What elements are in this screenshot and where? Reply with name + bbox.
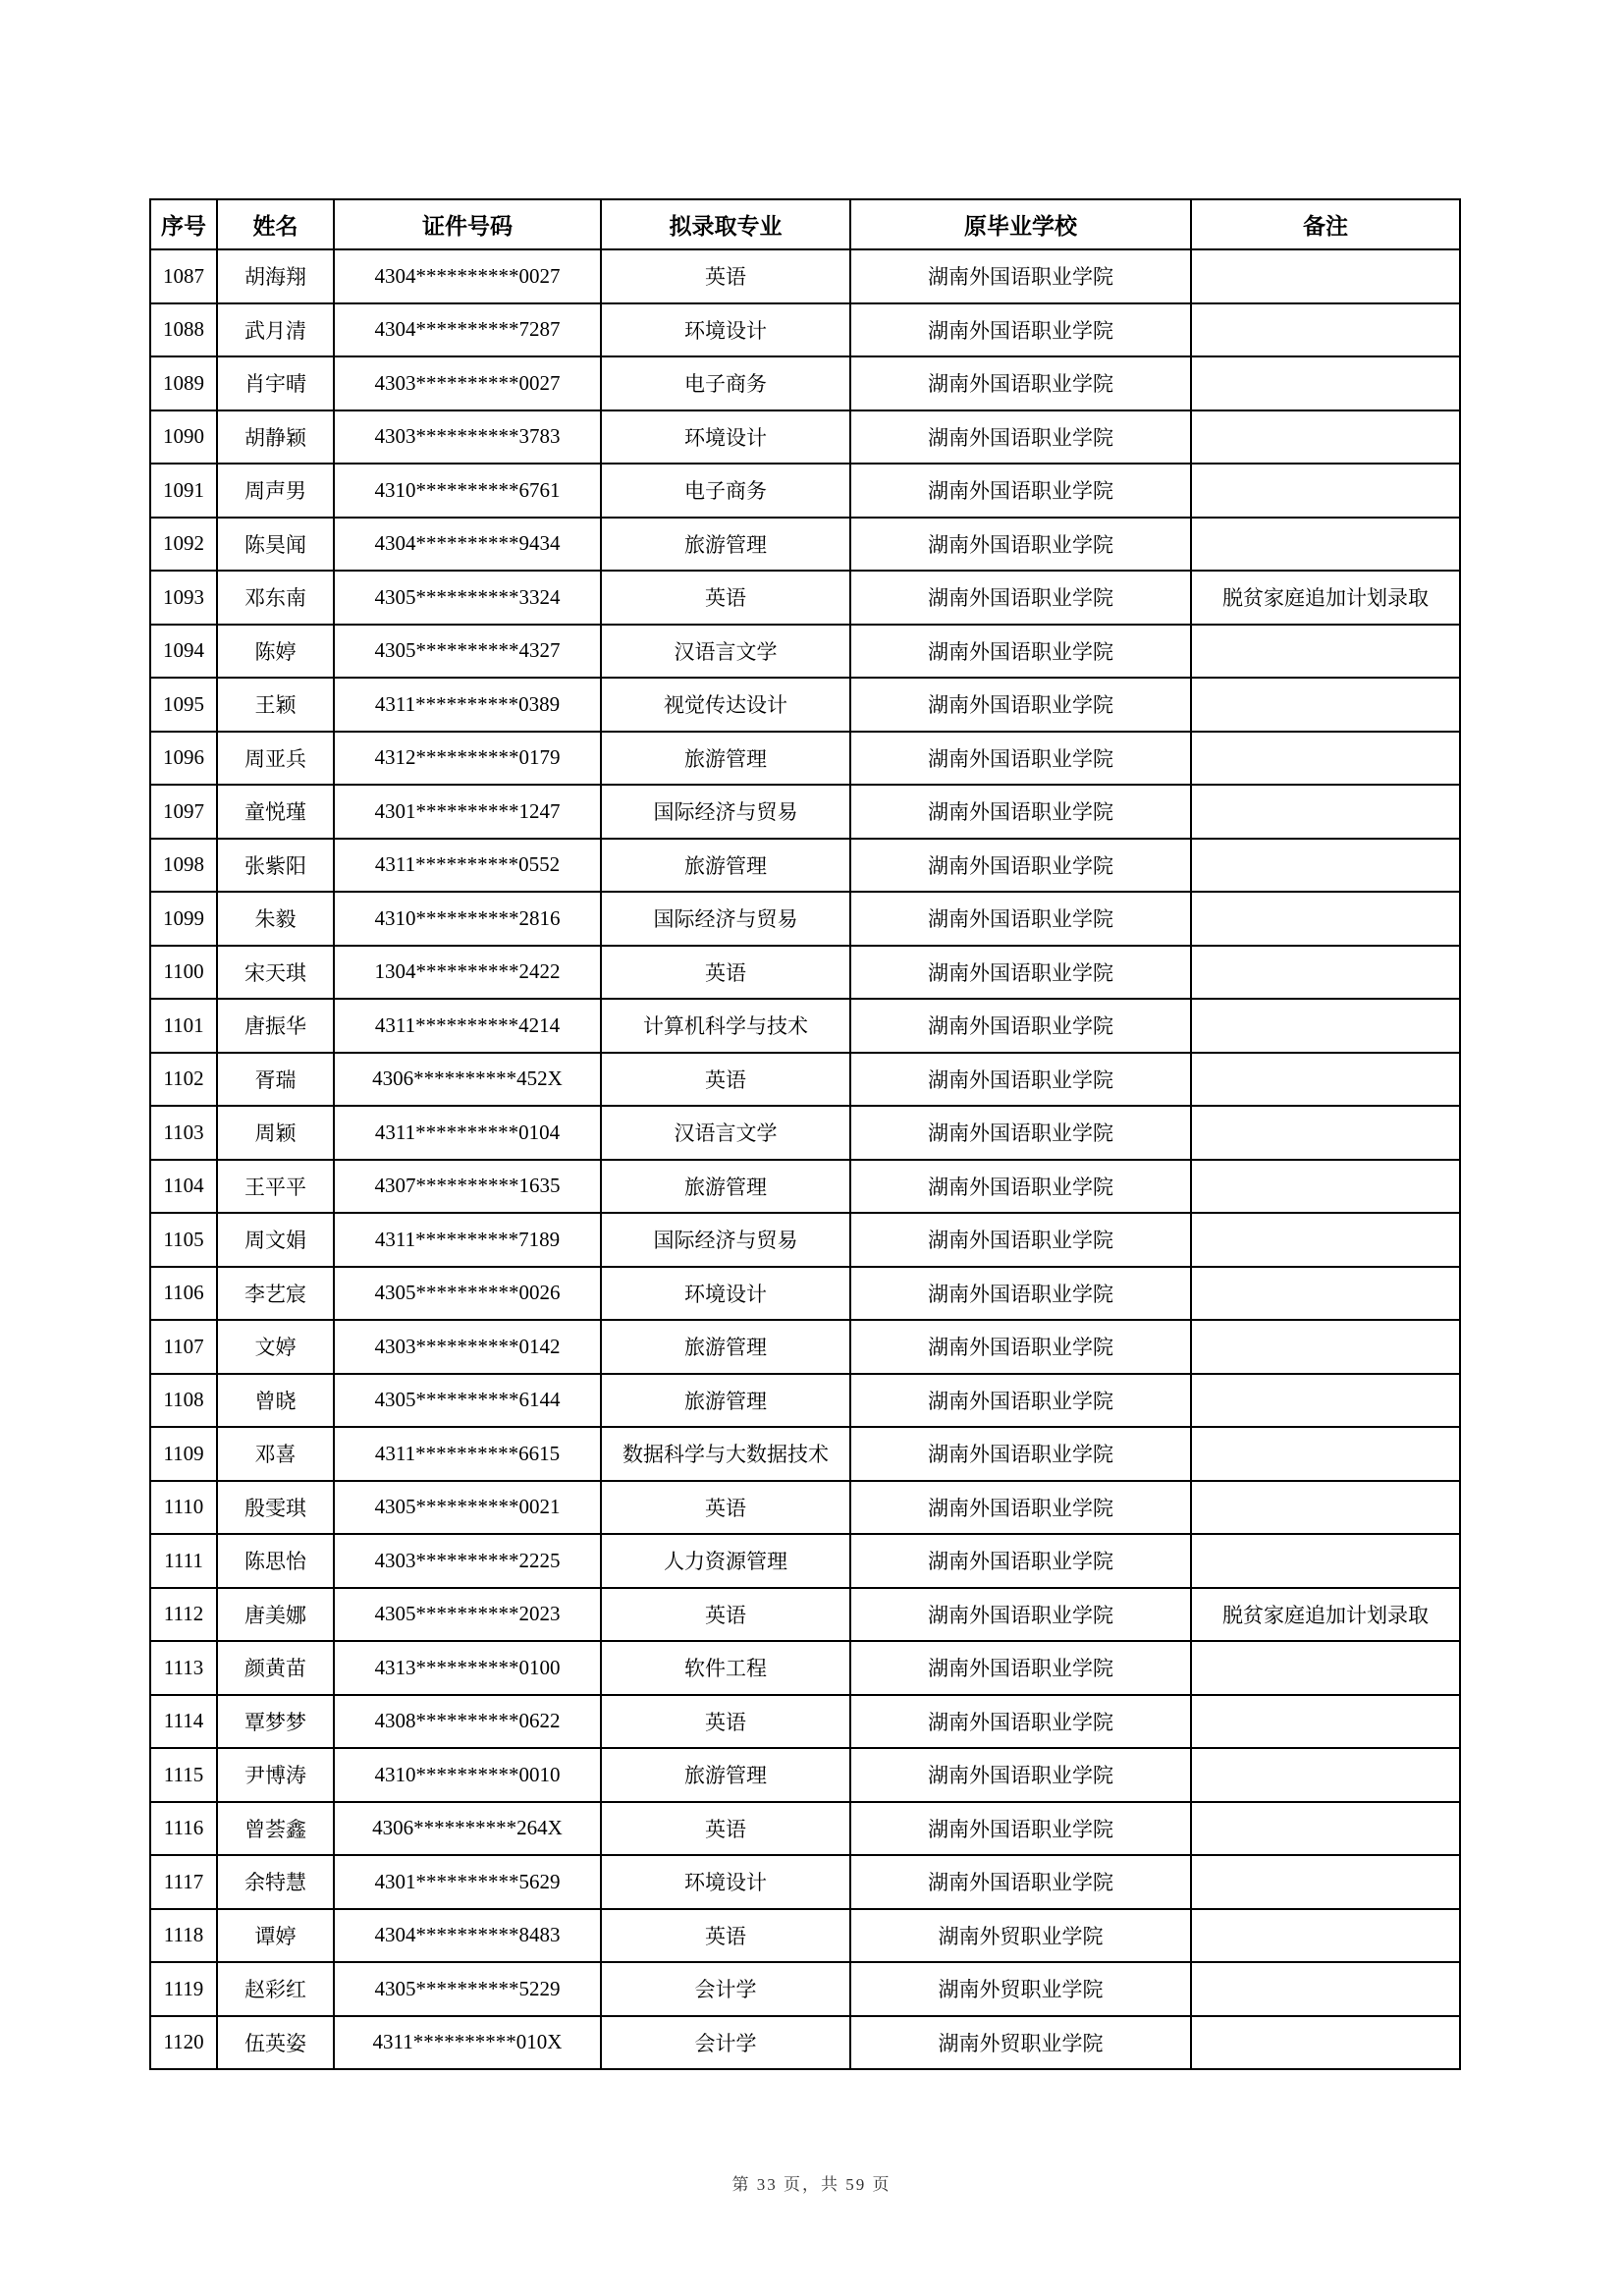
seq-cell: 1114 — [150, 1695, 217, 1749]
table-row — [150, 1320, 1460, 1374]
header-remark: 备注 — [1191, 199, 1460, 249]
seq-cell: 1100 — [150, 946, 217, 1000]
page-number-text: 第 33 页，共 59 页 — [731, 2175, 892, 2194]
seq-cell: 1117 — [150, 1855, 217, 1909]
school-cell: 湖南外国语职业学院 — [850, 1481, 1191, 1535]
school-cell: 湖南外国语职业学院 — [850, 732, 1191, 786]
school-cell: 湖南外国语职业学院 — [850, 518, 1191, 572]
header-school: 原毕业学校 — [850, 199, 1191, 249]
name-cell: 邓东南 — [217, 571, 334, 625]
major-cell: 会计学 — [601, 1962, 850, 2016]
table-row — [150, 999, 1460, 1053]
header-major: 拟录取专业 — [601, 199, 850, 249]
remark-cell — [1191, 1962, 1460, 2016]
remark-cell — [1191, 732, 1460, 786]
major-cell: 英语 — [601, 1588, 850, 1642]
major-cell: 会计学 — [601, 2016, 850, 2070]
table-row — [150, 1267, 1460, 1321]
id-number-cell: 4311**********4214 — [334, 999, 601, 1053]
id-number-cell: 1304**********2422 — [334, 946, 601, 1000]
seq-cell: 1101 — [150, 999, 217, 1053]
table-body — [150, 249, 1460, 2069]
name-cell: 周亚兵 — [217, 732, 334, 786]
name-cell: 曾晓 — [217, 1374, 334, 1428]
seq-cell: 1092 — [150, 518, 217, 572]
id-number-cell: 4305**********6144 — [334, 1374, 601, 1428]
name-cell: 胡海翔 — [217, 249, 334, 303]
major-cell: 环境设计 — [601, 410, 850, 465]
id-number-cell: 4311**********0389 — [334, 678, 601, 732]
name-cell: 余特慧 — [217, 1855, 334, 1909]
remark-cell — [1191, 1534, 1460, 1588]
seq-cell: 1093 — [150, 571, 217, 625]
school-cell: 湖南外国语职业学院 — [850, 785, 1191, 839]
seq-cell: 1118 — [150, 1909, 217, 1963]
major-cell: 英语 — [601, 1909, 850, 1963]
id-number-cell: 4303**********0027 — [334, 356, 601, 410]
name-cell: 胡静颖 — [217, 410, 334, 465]
school-cell: 湖南外贸职业学院 — [850, 1909, 1191, 1963]
major-cell: 旅游管理 — [601, 839, 850, 893]
name-cell: 周颖 — [217, 1106, 334, 1160]
school-cell: 湖南外国语职业学院 — [850, 1855, 1191, 1909]
remark-cell — [1191, 1802, 1460, 1856]
school-cell: 湖南外国语职业学院 — [850, 1160, 1191, 1214]
major-cell: 环境设计 — [601, 303, 850, 357]
remark-cell — [1191, 1909, 1460, 1963]
seq-cell: 1111 — [150, 1534, 217, 1588]
admission-table — [149, 198, 1461, 2070]
name-cell: 陈婷 — [217, 625, 334, 679]
remark-cell — [1191, 1320, 1460, 1374]
table-row — [150, 1106, 1460, 1160]
table-row — [150, 1855, 1460, 1909]
school-cell: 湖南外国语职业学院 — [850, 1588, 1191, 1642]
id-number-cell: 4304**********9434 — [334, 518, 601, 572]
table-row — [150, 249, 1460, 303]
header-id: 证件号码 — [334, 199, 601, 249]
id-number-cell: 4311**********7189 — [334, 1213, 601, 1267]
major-cell: 环境设计 — [601, 1267, 850, 1321]
table-row — [150, 1160, 1460, 1214]
name-cell: 周文娟 — [217, 1213, 334, 1267]
table-row — [150, 356, 1460, 410]
table-row — [150, 2016, 1460, 2070]
header-name: 姓名 — [217, 199, 334, 249]
seq-cell: 1095 — [150, 678, 217, 732]
seq-cell: 1091 — [150, 464, 217, 518]
school-cell: 湖南外国语职业学院 — [850, 1213, 1191, 1267]
major-cell: 英语 — [601, 1695, 850, 1749]
name-cell: 王平平 — [217, 1160, 334, 1214]
seq-cell: 1104 — [150, 1160, 217, 1214]
school-cell: 湖南外国语职业学院 — [850, 249, 1191, 303]
id-number-cell: 4306**********264X — [334, 1802, 601, 1856]
table-row — [150, 678, 1460, 732]
table-row — [150, 1588, 1460, 1642]
header-seq: 序号 — [150, 199, 217, 249]
major-cell: 旅游管理 — [601, 1320, 850, 1374]
major-cell: 英语 — [601, 1481, 850, 1535]
table-row — [150, 1427, 1460, 1481]
header-row — [150, 199, 1460, 249]
major-cell: 国际经济与贸易 — [601, 892, 850, 946]
table-row — [150, 732, 1460, 786]
id-number-cell: 4310**********2816 — [334, 892, 601, 946]
name-cell: 唐美娜 — [217, 1588, 334, 1642]
table-row — [150, 625, 1460, 679]
id-number-cell: 4312**********0179 — [334, 732, 601, 786]
major-cell: 英语 — [601, 571, 850, 625]
school-cell: 湖南外国语职业学院 — [850, 1641, 1191, 1695]
id-number-cell: 4304**********7287 — [334, 303, 601, 357]
remark-cell — [1191, 1213, 1460, 1267]
major-cell: 英语 — [601, 946, 850, 1000]
name-cell: 唐振华 — [217, 999, 334, 1053]
name-cell: 宋天琪 — [217, 946, 334, 1000]
school-cell: 湖南外国语职业学院 — [850, 464, 1191, 518]
name-cell: 伍英姿 — [217, 2016, 334, 2070]
remark-cell — [1191, 1427, 1460, 1481]
seq-cell: 1103 — [150, 1106, 217, 1160]
seq-cell: 1102 — [150, 1053, 217, 1107]
major-cell: 英语 — [601, 1053, 850, 1107]
major-cell: 旅游管理 — [601, 1748, 850, 1802]
name-cell: 谭婷 — [217, 1909, 334, 1963]
id-number-cell: 4311**********010X — [334, 2016, 601, 2070]
school-cell: 湖南外国语职业学院 — [850, 571, 1191, 625]
name-cell: 文婷 — [217, 1320, 334, 1374]
remark-cell: 脱贫家庭追加计划录取 — [1191, 571, 1460, 625]
remark-cell — [1191, 1053, 1460, 1107]
remark-cell — [1191, 518, 1460, 572]
table-row — [150, 892, 1460, 946]
major-cell: 英语 — [601, 249, 850, 303]
id-number-cell: 4303**********3783 — [334, 410, 601, 465]
remark-cell: 脱贫家庭追加计划录取 — [1191, 1588, 1460, 1642]
id-number-cell: 4311**********0104 — [334, 1106, 601, 1160]
table-row — [150, 303, 1460, 357]
remark-cell — [1191, 1106, 1460, 1160]
major-cell: 环境设计 — [601, 1855, 850, 1909]
name-cell: 尹博涛 — [217, 1748, 334, 1802]
table-row — [150, 1374, 1460, 1428]
table-row — [150, 839, 1460, 893]
name-cell: 陈昊闻 — [217, 518, 334, 572]
major-cell: 旅游管理 — [601, 518, 850, 572]
school-cell: 湖南外国语职业学院 — [850, 1320, 1191, 1374]
name-cell: 周声男 — [217, 464, 334, 518]
major-cell: 国际经济与贸易 — [601, 785, 850, 839]
table-header — [150, 199, 1460, 249]
id-number-cell: 4308**********0622 — [334, 1695, 601, 1749]
table-row — [150, 1802, 1460, 1856]
school-cell: 湖南外国语职业学院 — [850, 946, 1191, 1000]
page-footer — [0, 2170, 1623, 2195]
table-row — [150, 1909, 1460, 1963]
major-cell: 旅游管理 — [601, 1160, 850, 1214]
table-row — [150, 1748, 1460, 1802]
seq-cell: 1096 — [150, 732, 217, 786]
table-row — [150, 1481, 1460, 1535]
major-cell: 计算机科学与技术 — [601, 999, 850, 1053]
major-cell: 汉语言文学 — [601, 1106, 850, 1160]
remark-cell — [1191, 946, 1460, 1000]
name-cell: 胥瑞 — [217, 1053, 334, 1107]
id-number-cell: 4305**********0026 — [334, 1267, 601, 1321]
seq-cell: 1109 — [150, 1427, 217, 1481]
table-row — [150, 518, 1460, 572]
id-number-cell: 4301**********5629 — [334, 1855, 601, 1909]
id-number-cell: 4310**********0010 — [334, 1748, 601, 1802]
table-row — [150, 1962, 1460, 2016]
seq-cell: 1119 — [150, 1962, 217, 2016]
id-number-cell: 4303**********2225 — [334, 1534, 601, 1588]
school-cell: 湖南外国语职业学院 — [850, 1267, 1191, 1321]
id-number-cell: 4311**********6615 — [334, 1427, 601, 1481]
remark-cell — [1191, 1695, 1460, 1749]
seq-cell: 1087 — [150, 249, 217, 303]
remark-cell — [1191, 785, 1460, 839]
major-cell: 汉语言文学 — [601, 625, 850, 679]
major-cell: 视觉传达设计 — [601, 678, 850, 732]
id-number-cell: 4305**********0021 — [334, 1481, 601, 1535]
remark-cell — [1191, 1641, 1460, 1695]
id-number-cell: 4313**********0100 — [334, 1641, 601, 1695]
name-cell: 肖宇晴 — [217, 356, 334, 410]
id-number-cell: 4301**********1247 — [334, 785, 601, 839]
id-number-cell: 4311**********0552 — [334, 839, 601, 893]
major-cell: 数据科学与大数据技术 — [601, 1427, 850, 1481]
major-cell: 国际经济与贸易 — [601, 1213, 850, 1267]
school-cell: 湖南外国语职业学院 — [850, 678, 1191, 732]
remark-cell — [1191, 892, 1460, 946]
name-cell: 武月清 — [217, 303, 334, 357]
name-cell: 张紫阳 — [217, 839, 334, 893]
id-number-cell: 4305**********4327 — [334, 625, 601, 679]
school-cell: 湖南外国语职业学院 — [850, 1748, 1191, 1802]
id-number-cell: 4304**********8483 — [334, 1909, 601, 1963]
table-row — [150, 785, 1460, 839]
seq-cell: 1098 — [150, 839, 217, 893]
seq-cell: 1099 — [150, 892, 217, 946]
table-row — [150, 1534, 1460, 1588]
remark-cell — [1191, 999, 1460, 1053]
table-row — [150, 464, 1460, 518]
remark-cell — [1191, 1855, 1460, 1909]
seq-cell: 1116 — [150, 1802, 217, 1856]
id-number-cell: 4307**********1635 — [334, 1160, 601, 1214]
name-cell: 朱毅 — [217, 892, 334, 946]
seq-cell: 1113 — [150, 1641, 217, 1695]
school-cell: 湖南外国语职业学院 — [850, 1534, 1191, 1588]
seq-cell: 1120 — [150, 2016, 217, 2070]
seq-cell: 1105 — [150, 1213, 217, 1267]
school-cell: 湖南外国语职业学院 — [850, 1802, 1191, 1856]
school-cell: 湖南外国语职业学院 — [850, 625, 1191, 679]
school-cell: 湖南外国语职业学院 — [850, 303, 1191, 357]
name-cell: 殷雯琪 — [217, 1481, 334, 1535]
table-row — [150, 946, 1460, 1000]
major-cell: 软件工程 — [601, 1641, 850, 1695]
table-row — [150, 1213, 1460, 1267]
table-row — [150, 410, 1460, 465]
school-cell: 湖南外国语职业学院 — [850, 410, 1191, 465]
seq-cell: 1097 — [150, 785, 217, 839]
school-cell: 湖南外国语职业学院 — [850, 999, 1191, 1053]
remark-cell — [1191, 1748, 1460, 1802]
name-cell: 李艺宸 — [217, 1267, 334, 1321]
major-cell: 英语 — [601, 1802, 850, 1856]
seq-cell: 1115 — [150, 1748, 217, 1802]
name-cell: 邓喜 — [217, 1427, 334, 1481]
school-cell: 湖南外国语职业学院 — [850, 356, 1191, 410]
major-cell: 电子商务 — [601, 464, 850, 518]
school-cell: 湖南外国语职业学院 — [850, 1053, 1191, 1107]
seq-cell: 1094 — [150, 625, 217, 679]
id-number-cell: 4305**********2023 — [334, 1588, 601, 1642]
remark-cell — [1191, 464, 1460, 518]
remark-cell — [1191, 356, 1460, 410]
name-cell: 曾荟鑫 — [217, 1802, 334, 1856]
remark-cell — [1191, 1481, 1460, 1535]
remark-cell — [1191, 1374, 1460, 1428]
remark-cell — [1191, 410, 1460, 465]
seq-cell: 1106 — [150, 1267, 217, 1321]
id-number-cell: 4303**********0142 — [334, 1320, 601, 1374]
id-number-cell: 4305**********5229 — [334, 1962, 601, 2016]
major-cell: 旅游管理 — [601, 1374, 850, 1428]
table-row — [150, 1641, 1460, 1695]
major-cell: 人力资源管理 — [601, 1534, 850, 1588]
remark-cell — [1191, 1160, 1460, 1214]
table-row — [150, 571, 1460, 625]
name-cell: 王颖 — [217, 678, 334, 732]
remark-cell — [1191, 625, 1460, 679]
name-cell: 陈思怡 — [217, 1534, 334, 1588]
name-cell: 颜黄苗 — [217, 1641, 334, 1695]
id-number-cell: 4305**********3324 — [334, 571, 601, 625]
seq-cell: 1090 — [150, 410, 217, 465]
seq-cell: 1110 — [150, 1481, 217, 1535]
remark-cell — [1191, 839, 1460, 893]
name-cell: 覃梦梦 — [217, 1695, 334, 1749]
remark-cell — [1191, 1267, 1460, 1321]
school-cell: 湖南外国语职业学院 — [850, 1374, 1191, 1428]
school-cell: 湖南外贸职业学院 — [850, 1962, 1191, 2016]
school-cell: 湖南外贸职业学院 — [850, 2016, 1191, 2070]
name-cell: 赵彩红 — [217, 1962, 334, 2016]
table-row — [150, 1053, 1460, 1107]
remark-cell — [1191, 303, 1460, 357]
school-cell: 湖南外国语职业学院 — [850, 1106, 1191, 1160]
school-cell: 湖南外国语职业学院 — [850, 839, 1191, 893]
school-cell: 湖南外国语职业学院 — [850, 892, 1191, 946]
seq-cell: 1112 — [150, 1588, 217, 1642]
school-cell: 湖南外国语职业学院 — [850, 1695, 1191, 1749]
major-cell: 电子商务 — [601, 356, 850, 410]
remark-cell — [1191, 2016, 1460, 2070]
remark-cell — [1191, 249, 1460, 303]
major-cell: 旅游管理 — [601, 732, 850, 786]
school-cell: 湖南外国语职业学院 — [850, 1427, 1191, 1481]
seq-cell: 1089 — [150, 356, 217, 410]
seq-cell: 1108 — [150, 1374, 217, 1428]
table-row — [150, 1695, 1460, 1749]
id-number-cell: 4310**********6761 — [334, 464, 601, 518]
id-number-cell: 4306**********452X — [334, 1053, 601, 1107]
seq-cell: 1088 — [150, 303, 217, 357]
remark-cell — [1191, 678, 1460, 732]
seq-cell: 1107 — [150, 1320, 217, 1374]
id-number-cell: 4304**********0027 — [334, 249, 601, 303]
name-cell: 童悦瑾 — [217, 785, 334, 839]
